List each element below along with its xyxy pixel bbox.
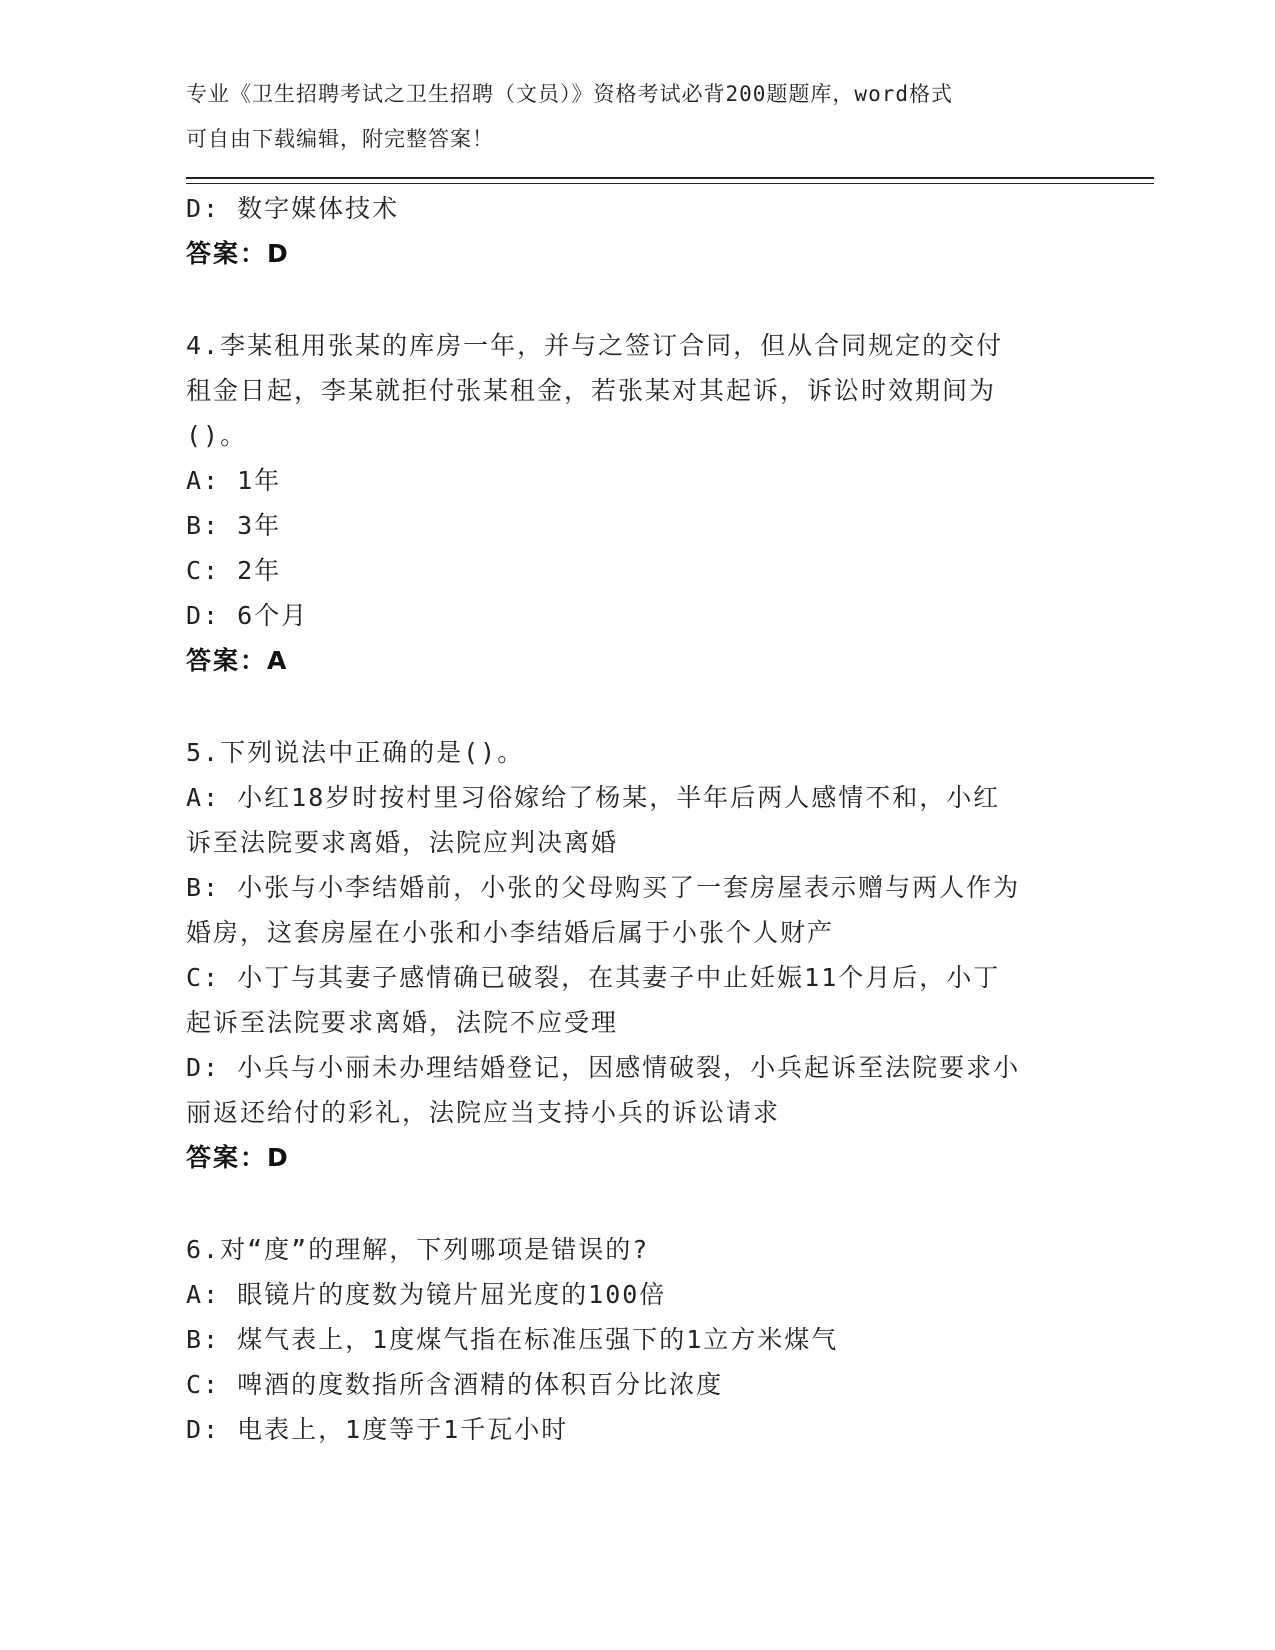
page-header <box>186 72 1086 162</box>
header-divider-thick <box>186 177 1154 179</box>
question-3-tail <box>186 186 1086 276</box>
q4-option-d: D: 6个月 <box>186 601 309 630</box>
q5-option-c-line-2: 起诉至法院要求离婚，法院不应受理 <box>186 1008 619 1037</box>
q6-option-c: C: 啤酒的度数指所含酒精的体积百分比浓度 <box>186 1370 724 1399</box>
q5-option-a-line-2: 诉至法院要求离婚，法院应判决离婚 <box>186 828 619 857</box>
q5-stem: 5.下列说法中正确的是()。 <box>186 738 525 767</box>
q6-option-d: D: 电表上，1度等于1千瓦小时 <box>186 1415 569 1444</box>
q5-option-d-line-2: 丽返还给付的彩礼，法院应当支持小兵的诉讼请求 <box>186 1098 781 1127</box>
q4-option-a: A: 1年 <box>186 466 282 495</box>
q4-answer: 答案：A <box>186 646 289 675</box>
spacer <box>186 1180 1086 1227</box>
q5-option-b-line-1: B: 小张与小李结婚前，小张的父母购买了一套房屋表示赠与两人作为 <box>186 873 1021 902</box>
q5-answer: 答案：D <box>186 1143 290 1172</box>
q3-option-d: D: 数字媒体技术 <box>186 194 400 223</box>
question-5 <box>186 730 1086 1180</box>
q5-option-a-line-1: A: 小红18岁时按村里习俗嫁给了杨某，半年后两人感情不和，小红 <box>186 783 1001 812</box>
question-content <box>186 186 1086 1452</box>
q5-option-c-line-1: C: 小丁与其妻子感情确已破裂，在其妻子中止妊娠11个月后，小丁 <box>186 963 1001 992</box>
q4-option-c: C: 2年 <box>186 556 282 585</box>
q3-answer: 答案：D <box>186 239 290 268</box>
q6-stem: 6.对“度”的理解，下列哪项是错误的? <box>186 1235 650 1264</box>
header-title-line-2: 可自由下载编辑，附完整答案！ <box>186 127 494 151</box>
q6-option-b: B: 煤气表上，1度煤气指在标准压强下的1立方米煤气 <box>186 1325 839 1354</box>
q4-stem-line-3: ()。 <box>186 421 248 450</box>
question-6 <box>186 1227 1086 1452</box>
q4-stem-line-2: 租金日起，李某就拒付张某租金，若张某对其起诉，诉讼时效期间为 <box>186 376 997 405</box>
header-title-line-1: 专业《卫生招聘考试之卫生招聘（文员）》资格考试必背200题题库，word格式 <box>186 82 953 106</box>
q5-option-b-line-2: 婚房，这套房屋在小张和小李结婚后属于小张个人财产 <box>186 918 835 947</box>
question-4 <box>186 323 1086 683</box>
spacer <box>186 683 1086 730</box>
q4-option-b: B: 3年 <box>186 511 282 540</box>
q4-stem-line-1: 4.李某租用张某的库房一年，并与之签订合同，但从合同规定的交付 <box>186 331 1004 360</box>
spacer <box>186 276 1086 323</box>
header-divider-thin <box>186 183 1154 184</box>
q6-option-a: A: 眼镜片的度数为镜片屈光度的100倍 <box>186 1280 667 1309</box>
q5-option-d-line-1: D: 小兵与小丽未办理结婚登记，因感情破裂，小兵起诉至法院要求小 <box>186 1053 1021 1082</box>
